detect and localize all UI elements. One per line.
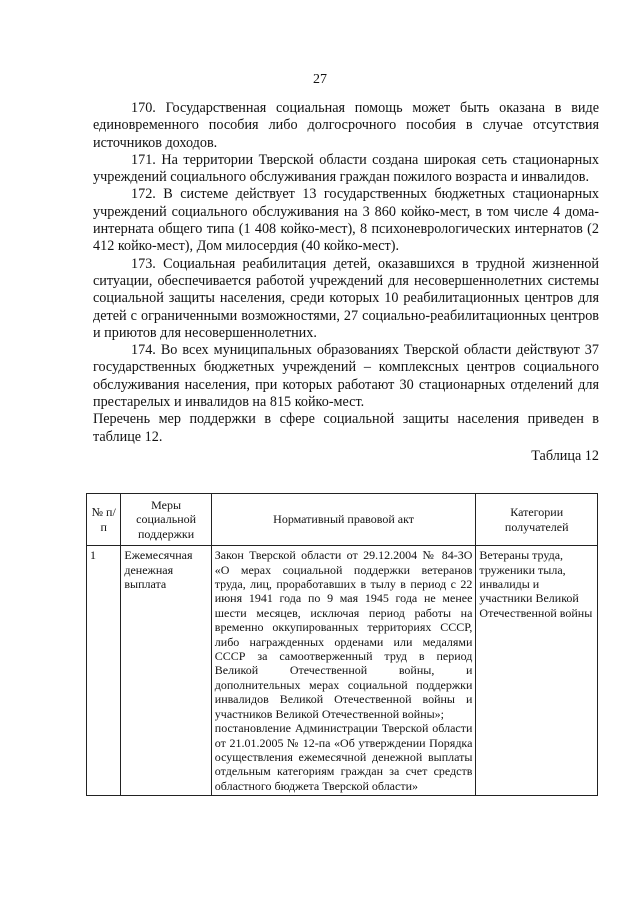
header-category: Категории получателей [476,494,598,546]
header-num: № п/п [87,494,121,546]
table-caption: Таблица 12 [531,447,599,464]
row-category: Ветераны труда, труженики тыла, инвалиды и участники Великой Отечественной войны [476,546,598,796]
paragraph-172: 172. В системе действует 13 государственных бюджетных стационарных учреждений социального обслуживания на 3 860 койко-мест, в том числе 4 дома-интерната общего типа (1 408 койко-мест), 8 психоневрологических интернатов (2 412 койко-мест), Дом милосердия (40 койко-мест). [93,186,599,255]
header-act: Нормативный правовой акт [211,494,476,546]
paragraph-173: 173. Социальная реабилитация детей, оказавшихся в трудной жизненной ситуации, обеспечивается работой учреждений для несовершеннолетних системы социальной защиты населения, среди которых 10 реабилитационных центров для детей с ограниченными возможностями, 27 социально-реабилитационных центров и приютов для несовершеннолетних. [93,255,599,341]
page-number: 27 [313,72,327,87]
paragraph-170: 170. Государственная социальная помощь может быть оказана в виде единовременного пособия либо долгосрочного пособия в случае отсутствия источников доходов. [93,100,599,151]
support-measures-table [86,493,598,796]
header-measure: Меры социальной поддержки [121,494,211,546]
row-act-law: Закон Тверской области от 29.12.2004 № 84-ЗО «О мерах социальной поддержки ветеранов труда, лиц, проработавших в тылу в период с 22 июня 1941 года по 9 мая 1945 года не менее шести месяцев, исключая период работы на временно оккупированных территориях СССР, либо награжденных орденами или медалями СССР за самоотверженный труд в период Великой Отечественной войны, и дополнительных мерах социальной поддержки инвалидов Великой Отечественной войны и участников Великой Отечественной войны»; [214,548,473,721]
body-text [93,100,599,465]
table-row [87,546,598,796]
row-num: 1 [87,546,121,796]
table-header-row [87,494,598,546]
row-act-decree: постановление Администрации Тверской области от 21.01.2005 № 12-па «Об утверждении Порядка осуществления ежемесячной денежной выплаты отдельным категориям граждан за счет средств областного бюджета Тверской области» [214,721,473,793]
row-act [211,546,476,796]
paragraph-171: 171. На территории Тверской области создана широкая сеть стационарных учреждений социального обслуживания граждан пожилого возраста и инвалидов. [93,151,599,186]
table-intro: Перечень мер поддержки в сфере социальной защиты населения приведен в таблице 12. [93,411,599,445]
paragraph-174: 174. Во всех муниципальных образованиях Тверской области действуют 37 государственных бюджетных учреждений – комплексных центров социального обслуживания населения, при которых работают 30 стационарных отделений для престарелых и инвалидов на 815 койко-мест. [93,342,599,411]
row-measure: Ежемесячная денежная выплата [121,546,211,796]
